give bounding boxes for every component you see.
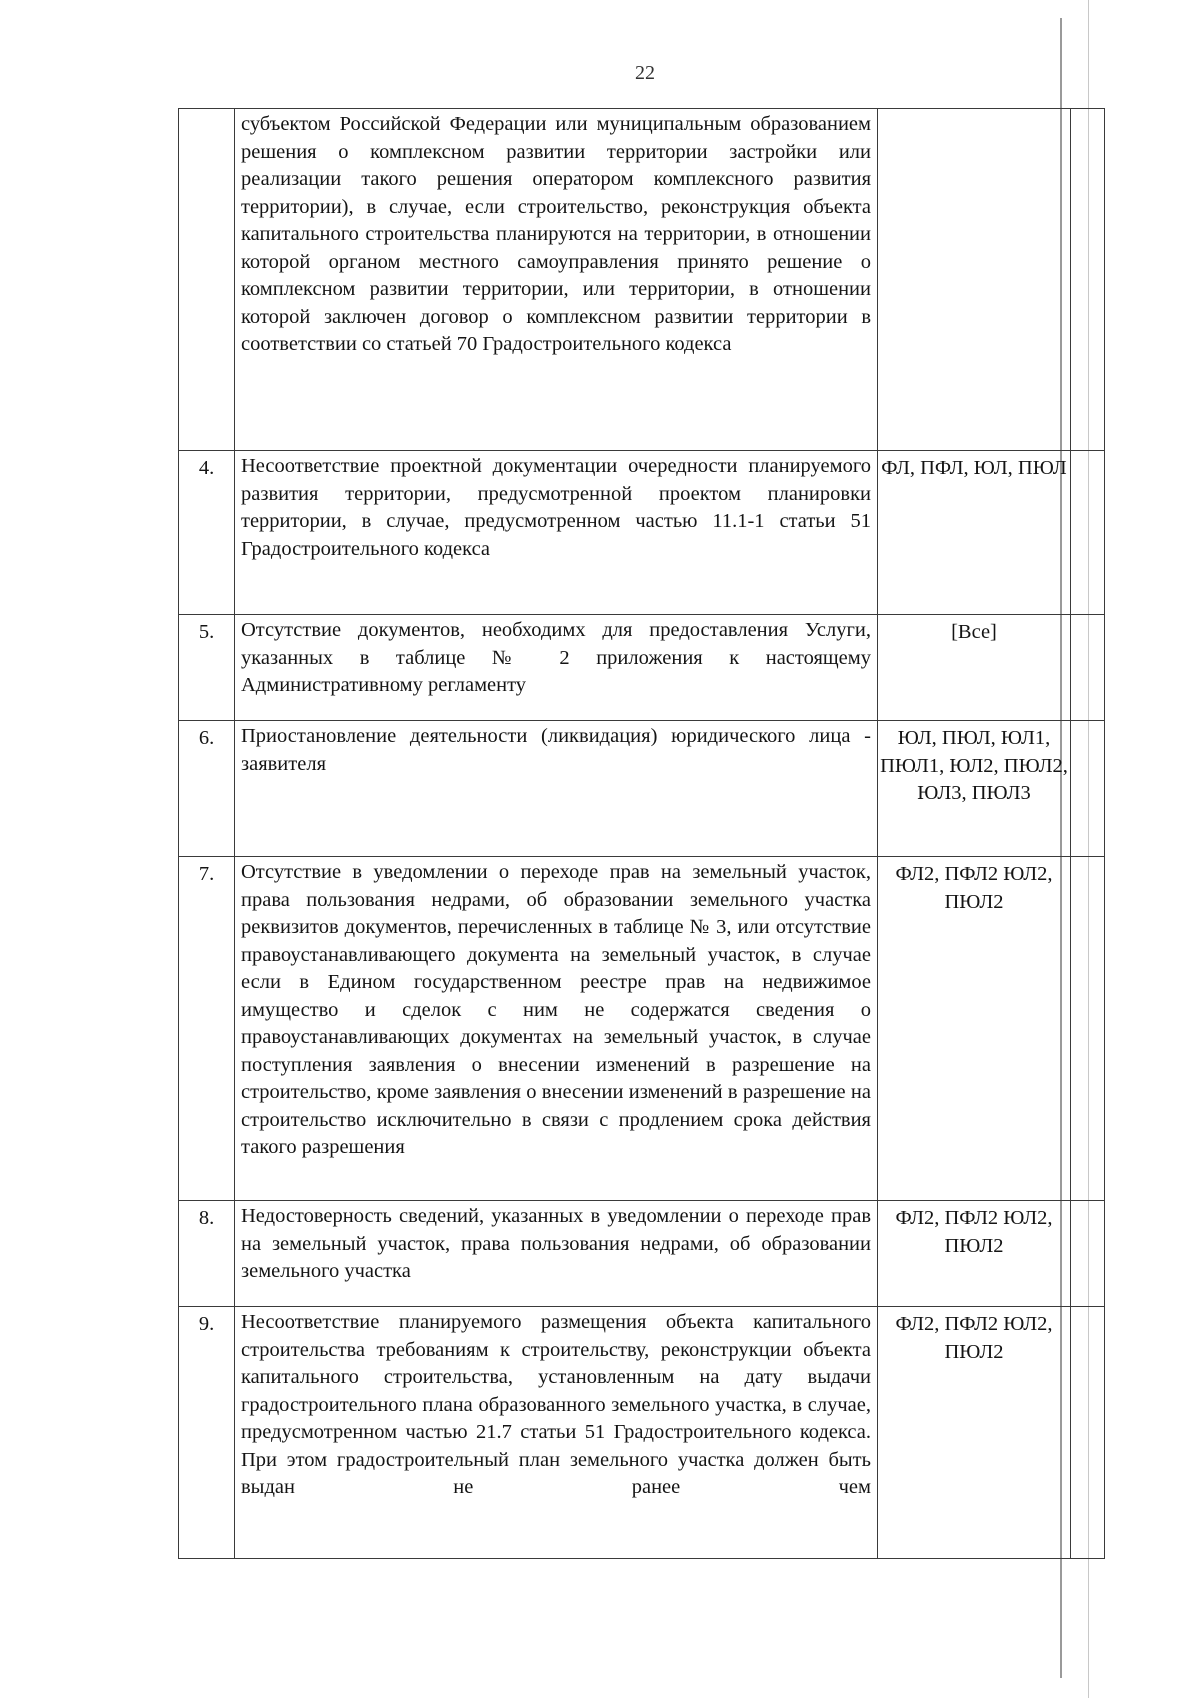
empty-cell	[1071, 857, 1105, 1201]
row-description: Отсутствие в уведомлении о переходе прав на земельный участок, права пользования недрами, об образовании земельного участка реквизитов документов, перечисленных в таблице № 3, или отсутствие правоустанавливающего документа на земельный участок, в случае если в Едином государственном реестре прав на недвижимое имущество и сделок с ним не содержатся сведения о правоустанавливающих документах на земельный участок, в случае поступления заявления о внесении изменений в разрешение на строительство, кроме заявления о внесении изменений в разрешение на строительство исключительно в связи с продлением срока действия такого разрешения	[235, 857, 878, 1201]
row-description: Отсутствие документов, необходимх для предоставления Услуги, указанных в таблице № 2 приложения к настоящему Административному регламенту	[235, 615, 878, 721]
applicant-codes: ФЛ2, ПФЛ2 ЮЛ2, ПЮЛ2	[878, 857, 1071, 1201]
table-row	[179, 109, 1105, 451]
applicant-codes: ФЛ2, ПФЛ2 ЮЛ2, ПЮЛ2	[878, 1201, 1071, 1307]
empty-cell	[1071, 451, 1105, 615]
table-row	[179, 721, 1105, 857]
row-description: Несоответствие планируемого размещения объекта капитального строительства требованиям к строительству, реконструкции объекта капитального строительства, установленным на дату выдачи градостроительного плана образованного земельного участка, в случае, предусмотренном частью 21.7 статьи 51 Градостроительного кодекса. При этом градостроительный план земельного участка должен быть выдан не ранее чем	[235, 1307, 878, 1559]
applicant-codes: ФЛ2, ПФЛ2 ЮЛ2, ПЮЛ2	[878, 1307, 1071, 1559]
table-row	[179, 1201, 1105, 1307]
table-row	[179, 451, 1105, 615]
row-description: Приостановление деятельности (ликвидация) юридического лица - заявителя	[235, 721, 878, 857]
row-number: 8.	[179, 1201, 235, 1307]
applicant-codes: [Все]	[878, 615, 1071, 721]
empty-cell	[1071, 109, 1105, 451]
row-number: 6.	[179, 721, 235, 857]
empty-cell	[1071, 1201, 1105, 1307]
row-number: 9.	[179, 1307, 235, 1559]
applicant-codes: ФЛ, ПФЛ, ЮЛ, ПЮЛ	[878, 451, 1071, 615]
applicant-codes: ЮЛ, ПЮЛ, ЮЛ1, ПЮЛ1, ЮЛ2, ПЮЛ2, ЮЛ3, ПЮЛ3	[878, 721, 1071, 857]
row-number: 7.	[179, 857, 235, 1201]
empty-cell	[1071, 1307, 1105, 1559]
row-number: 4.	[179, 451, 235, 615]
row-number	[179, 109, 235, 451]
table-row	[179, 1307, 1105, 1559]
table-row	[179, 857, 1105, 1201]
row-description: Недостоверность сведений, указанных в уведомлении о переходе прав на земельный участок, права пользования недрами, об образовании земельного участка	[235, 1201, 878, 1307]
table-row	[179, 615, 1105, 721]
page-number: 22	[635, 62, 655, 84]
empty-cell	[1071, 721, 1105, 857]
row-description: субъектом Российской Федерации или муниципальным образованием решения о комплексном развитии территории застройки или реализации такого решения оператором комплексного развития территории), в случае, если строительство, реконструкция объекта капитального строительства планируются на территории, в отношении которой органом местного самоуправления принято решение о комплексном развитии территории, или территории, в отношении которой заключен договор о комплексном развитии территории в соответствии со статьей 70 Градостроительного кодекса	[235, 109, 878, 451]
row-number: 5.	[179, 615, 235, 721]
applicant-codes	[878, 109, 1071, 451]
empty-cell	[1071, 615, 1105, 721]
row-description: Несоответствие проектной документации очередности планируемого развития территории, предусмотренной проектом планировки территории, в случае, предусмотренном частью 11.1-1 статьи 51 Градостроительного кодекса	[235, 451, 878, 615]
grounds-table	[178, 108, 1105, 1559]
